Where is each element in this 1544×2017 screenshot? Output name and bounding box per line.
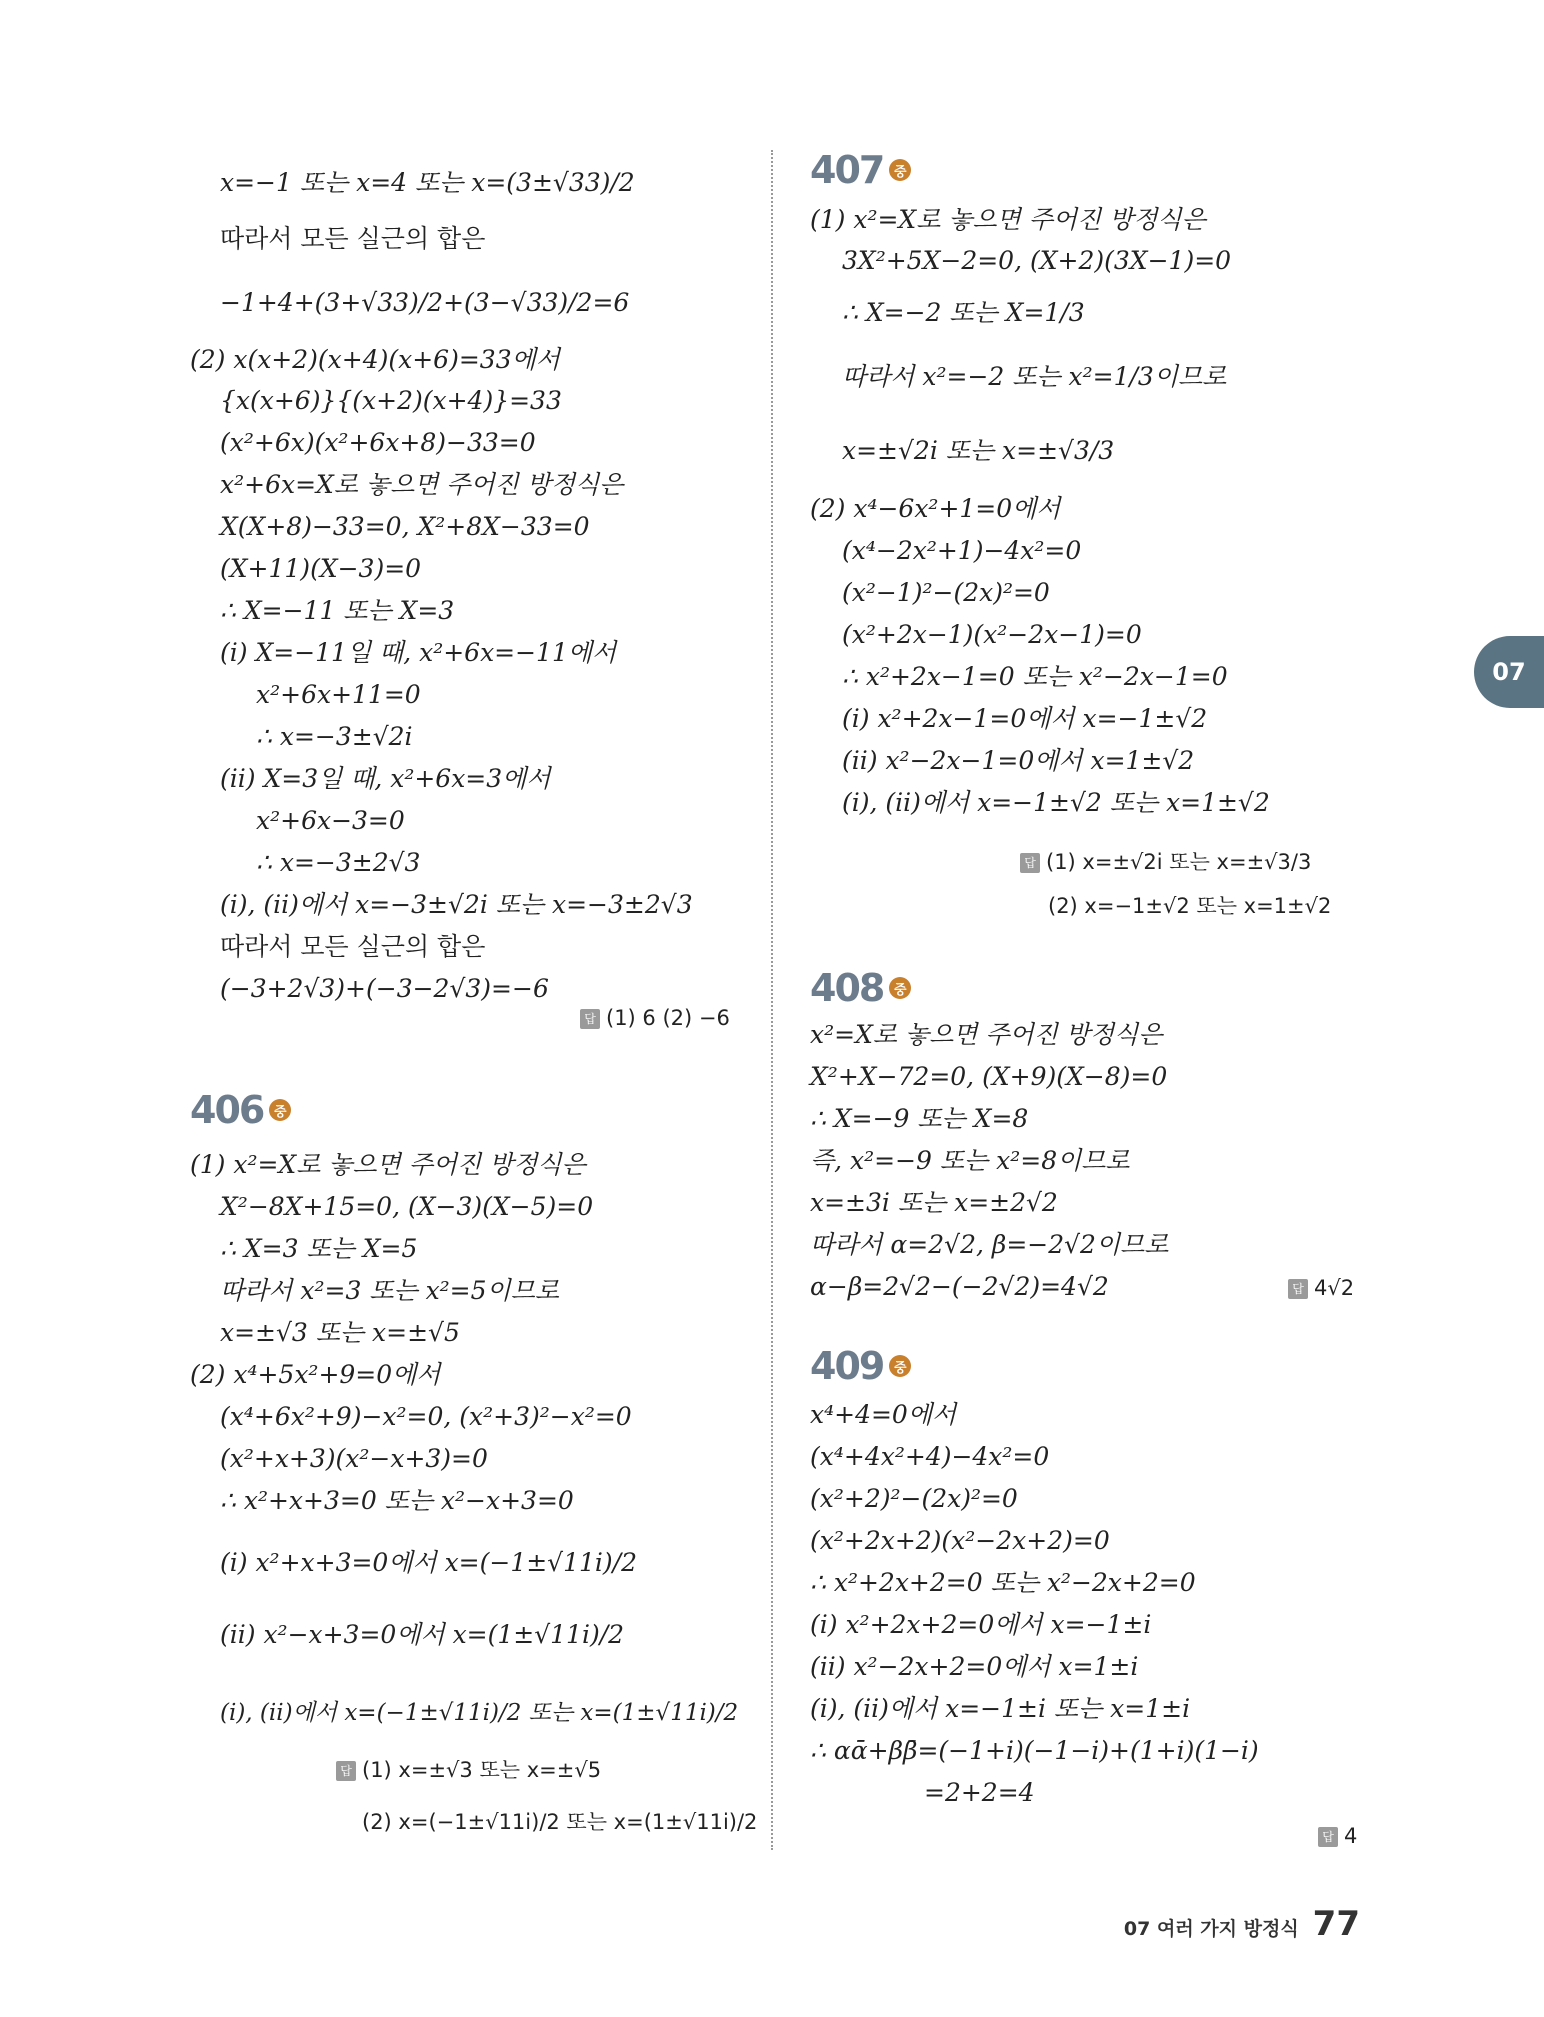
solution-line: 따라서 모든 실근의 합은 — [220, 932, 486, 961]
solution-line: {x(x+6)}{(x+2)(x+4)}=33 — [220, 386, 562, 415]
solution-line: x=±3i 또는 x=±2√2 — [810, 1188, 1058, 1217]
solution-line: ∴ X=−2 또는 X=1/3 — [842, 298, 1085, 327]
page-footer — [1110, 1904, 1360, 1944]
solution-line: 따라서 x²=3 또는 x²=5이므로 — [220, 1276, 559, 1305]
answer-text: (1) x=±√3 또는 x=±√5 — [362, 1758, 602, 1782]
answer-badge: 답 — [1318, 1827, 1338, 1847]
solution-line: x²+6x=X로 놓으면 주어진 방정식은 — [220, 470, 624, 499]
solution-line: 따라서 모든 실근의 합은 — [220, 224, 486, 253]
solution-line: =2+2=4 — [924, 1778, 1035, 1807]
solution-line: (x²+2x+2)(x²−2x+2)=0 — [810, 1526, 1110, 1555]
solution-line: ∴ X=−9 또는 X=8 — [810, 1104, 1029, 1133]
difficulty-badge: 중 — [889, 1355, 911, 1377]
solution-line: ∴ x²+x+3=0 또는 x²−x+3=0 — [220, 1486, 574, 1515]
solution-line: ∴ x²+2x+2=0 또는 x²−2x+2=0 — [810, 1568, 1196, 1597]
solution-line: x=±√2i 또는 x=±√3/3 — [842, 436, 1115, 465]
answer-406-2: (2) x=(−1±√11i)/2 또는 x=(1±√11i)/2 — [362, 1810, 758, 1834]
solution-line: (x²+6x)(x²+6x+8)−33=0 — [220, 428, 536, 457]
answer-text: (1) 6 (2) −6 — [606, 1006, 730, 1030]
answer-406-1 — [336, 1756, 601, 1784]
problem-header-409 — [810, 1344, 911, 1388]
column-divider — [771, 150, 773, 1850]
solution-line: ∴ x=−3±2√3 — [256, 848, 421, 877]
solution-line: ∴ x²+2x−1=0 또는 x²−2x−1=0 — [842, 662, 1228, 691]
difficulty-badge: 중 — [889, 977, 911, 999]
solution-line: x²+6x+11=0 — [256, 680, 421, 709]
answer-407-1 — [1020, 848, 1311, 876]
solution-line: α−β=2√2−(−2√2)=4√2 — [810, 1272, 1109, 1301]
solution-line: (x²+2)²−(2x)²=0 — [810, 1484, 1018, 1513]
solution-line: (−3+2√3)+(−3−2√3)=−6 — [220, 974, 549, 1003]
solution-line: (i) x²+2x+2=0에서 x=−1±i — [810, 1610, 1152, 1639]
solution-line: (x⁴+4x²+4)−4x²=0 — [810, 1442, 1050, 1471]
solution-line: (ii) x²−2x−1=0에서 x=1±√2 — [842, 746, 1195, 775]
solution-line: (2) x⁴−6x²+1=0에서 — [810, 494, 1061, 523]
chapter-tab[interactable] — [1474, 636, 1544, 708]
answer-407-2: (2) x=−1±√2 또는 x=1±√2 — [1048, 894, 1332, 918]
solution-line: ∴ x=−3±√2i — [256, 722, 413, 751]
answer-409 — [1318, 1822, 1357, 1850]
solution-line: (x⁴+6x²+9)−x²=0, (x²+3)²−x²=0 — [220, 1402, 632, 1431]
solution-line: (x⁴−2x²+1)−4x²=0 — [842, 536, 1082, 565]
footer-chapter-title: 07 여러 가지 방정식 — [1123, 1918, 1299, 1940]
solution-line: X(X+8)−33=0, X²+8X−33=0 — [220, 512, 590, 541]
problem-header-408 — [810, 966, 911, 1010]
solution-line: (X+11)(X−3)=0 — [220, 554, 422, 583]
answer-text: 4 — [1344, 1824, 1358, 1848]
problem-header-407 — [810, 148, 911, 192]
problem-header-406 — [190, 1088, 291, 1132]
answer-badge: 답 — [336, 1761, 356, 1781]
solution-line: (i) x²+x+3=0에서 x=(−1±√11i)/2 — [220, 1548, 637, 1577]
solution-line: (i) x²+2x−1=0에서 x=−1±√2 — [842, 704, 1208, 733]
chapter-tab-label: 07 — [1492, 658, 1526, 686]
page-number: 77 — [1312, 1904, 1360, 1944]
solution-line: (2) x⁴+5x²+9=0에서 — [190, 1360, 441, 1389]
solution-line: (1) x²=X로 놓으면 주어진 방정식은 — [810, 205, 1206, 234]
solution-line: (i), (ii)에서 x=−3±√2i 또는 x=−3±2√3 — [220, 890, 693, 919]
solution-line: (i), (ii)에서 x=−1±√2 또는 x=1±√2 — [842, 788, 1270, 817]
solution-line: (i), (ii)에서 x=−1±i 또는 x=1±i — [810, 1694, 1191, 1723]
answer-badge: 답 — [1020, 853, 1040, 873]
solution-line: (i), (ii)에서 x=(−1±√11i)/2 또는 x=(1±√11i)/2 — [220, 1700, 739, 1726]
solution-line: x²+6x−3=0 — [256, 806, 405, 835]
solution-line: 3X²+5X−2=0, (X+2)(3X−1)=0 — [842, 246, 1232, 275]
solution-line: (ii) X=3일 때, x²+6x=3에서 — [220, 764, 551, 793]
difficulty-badge: 중 — [889, 159, 911, 181]
solution-line: −1+4+(3+√33)/2+(3−√33)/2=6 — [220, 288, 630, 317]
solution-line: ∴ αᾱ+ββ̄=(−1+i)(−1−i)+(1+i)(1−i) — [810, 1736, 1259, 1765]
answer-text: 4√2 — [1314, 1276, 1355, 1300]
solution-line: (ii) x²−x+3=0에서 x=(1±√11i)/2 — [220, 1620, 625, 1649]
solution-line: 따라서 x²=−2 또는 x²=1/3이므로 — [842, 362, 1227, 391]
solution-line: ∴ X=3 또는 X=5 — [220, 1234, 418, 1263]
answer-405 — [580, 1004, 730, 1032]
solution-line: (1) x²=X로 놓으면 주어진 방정식은 — [190, 1150, 586, 1179]
solution-line: X²−8X+15=0, (X−3)(X−5)=0 — [220, 1192, 594, 1221]
solution-line: (x²−1)²−(2x)²=0 — [842, 578, 1050, 607]
solution-line: ∴ X=−11 또는 X=3 — [220, 596, 455, 625]
solution-line: (2) x(x+2)(x+4)(x+6)=33에서 — [190, 345, 560, 374]
answer-badge: 답 — [580, 1009, 600, 1029]
solution-line: x=−1 또는 x=4 또는 x=(3±√33)/2 — [220, 168, 635, 197]
problem-number: 408 — [810, 966, 884, 1010]
answer-text: (1) x=±√2i 또는 x=±√3/3 — [1046, 850, 1312, 874]
answer-badge: 답 — [1288, 1279, 1308, 1299]
solution-line: X²+X−72=0, (X+9)(X−8)=0 — [810, 1062, 1168, 1091]
problem-number: 407 — [810, 148, 884, 192]
problem-number: 406 — [190, 1088, 264, 1132]
solution-line: (ii) x²−2x+2=0에서 x=1±i — [810, 1652, 1139, 1681]
solution-line: 즉, x²=−9 또는 x²=8이므로 — [810, 1146, 1130, 1175]
problem-number: 409 — [810, 1344, 884, 1388]
solution-line: (x²+2x−1)(x²−2x−1)=0 — [842, 620, 1142, 649]
solution-line: x²=X로 놓으면 주어진 방정식은 — [810, 1020, 1163, 1049]
solution-line: (x²+x+3)(x²−x+3)=0 — [220, 1444, 488, 1473]
solution-line: 따라서 α=2√2, β=−2√2이므로 — [810, 1230, 1169, 1259]
answer-408 — [1288, 1274, 1354, 1302]
solution-line: x=±√3 또는 x=±√5 — [220, 1318, 460, 1347]
solution-line: (i) X=−11일 때, x²+6x=−11에서 — [220, 638, 617, 667]
difficulty-badge: 중 — [269, 1099, 291, 1121]
solution-line: x⁴+4=0에서 — [810, 1400, 957, 1429]
